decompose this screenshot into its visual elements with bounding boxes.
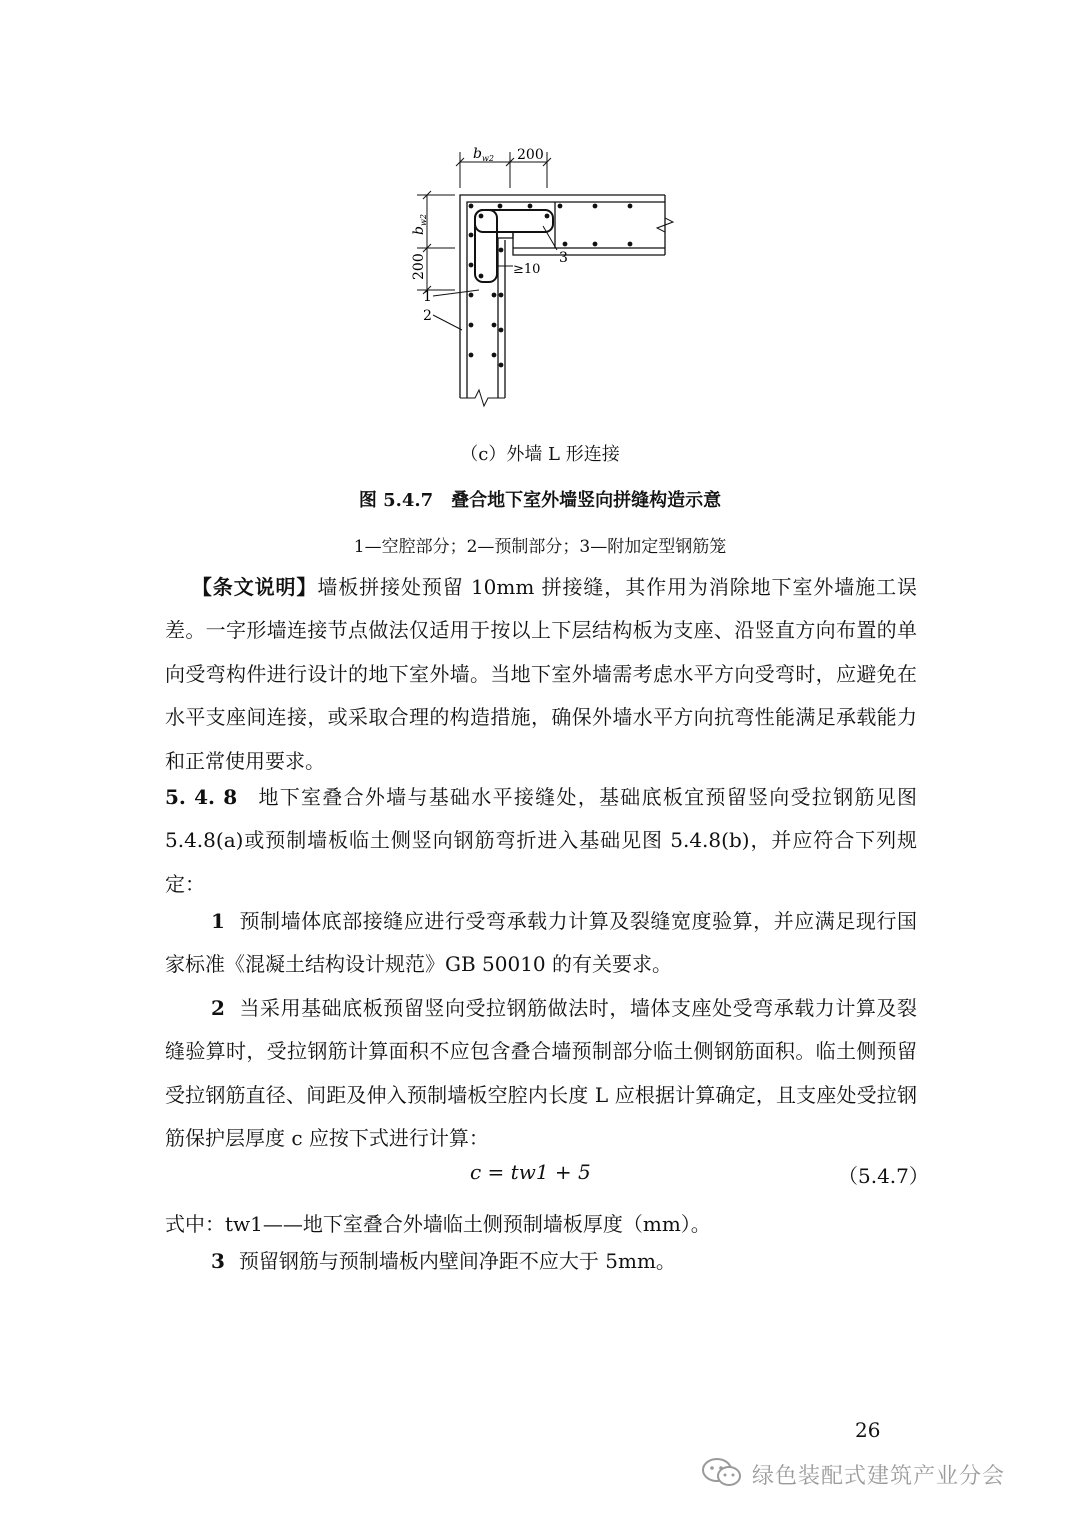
label-1: 1 <box>423 289 432 305</box>
dim-bw2-left: $b_{w2}$ <box>411 214 428 235</box>
item-number: 2 <box>211 996 225 1020</box>
item-3 <box>165 1240 917 1283</box>
explanatory-note <box>165 566 917 783</box>
figure-subcaption: （c）外墙 L 形连接 <box>460 444 620 465</box>
break-lines <box>460 195 673 406</box>
clause-5-4-8 <box>165 776 917 906</box>
item-text: 当采用基础底板预留竖向受拉钢筋做法时，墙体支座处受弯承载力计算及裂缝验算时，受拉钢筋计算面积不应包含叠合墙预制部分临土侧钢筋面积。临土侧预留受拉钢筋直径、间距及伸入预制墙板空腔内长度 L 应根据计算确定，且支座处受拉钢筋保护层厚度 c 应按下式进行计算： <box>165 996 917 1151</box>
dim-200-left: 200 <box>411 253 427 280</box>
wall-outline <box>460 195 665 398</box>
dim-200-top: 200 <box>517 147 544 163</box>
figure-legend: 1—空腔部分；2—预制部分；3—附加定型钢筋笼 <box>353 537 727 557</box>
label-3: 3 <box>559 250 568 266</box>
item-1 <box>165 900 917 987</box>
note-text: 墙板拼接处预留 10mm 拼接缝，其作用为消除地下室外墙施工误差。一字形墙连接节点做法仅适用于按以上下层结构板为支座、沿竖直方向布置的单向受弯构件进行设计的地下室外墙。当地下室外墙需考虑水平方向受弯时，应避免在水平支座间连接，或采取合理的构造措施，确保外墙水平方向抗弯性能满足承载能力和正常使用要求。 <box>165 575 917 773</box>
item-number: 3 <box>211 1249 225 1273</box>
label-2: 2 <box>423 308 432 324</box>
item-text: 预制墙体底部接缝应进行受弯承载力计算及裂缝宽度验算，并应满足现行国家标准《混凝土结构设计规范》GB 50010 的有关要求。 <box>165 909 917 977</box>
rebar-dots <box>469 204 633 368</box>
footer-text: 绿色装配式建筑产业分会 <box>752 1464 1006 1489</box>
watermark-footer <box>700 1455 1060 1491</box>
figure-title: 图 5.4.7 叠合地下室外墙竖向拼缝构造示意 <box>358 490 722 511</box>
item-2 <box>165 987 917 1161</box>
dim-bw2-top: $b_{w2}$ <box>473 146 494 163</box>
where-clause: 式中：tw1——地下室叠合外墙临土侧预制墙板厚度（mm）。 <box>165 1212 711 1236</box>
wechat-icon <box>700 1457 744 1489</box>
item-text: 预留钢筋与预制墙板内壁间净距不应大于 5mm。 <box>238 1249 676 1273</box>
formula-row <box>0 1160 1080 1190</box>
clause-text: 地下室叠合外墙与基础水平接缝处，基础底板宜预留竖向受拉钢筋见图 5.4.8(a)或预制墙板临土侧竖向钢筋弯折进入基础见图 5.4.8(b)，并应符合下列规定： <box>165 785 917 896</box>
item-number: 1 <box>211 909 225 933</box>
note-head: 【条文说明】 <box>191 575 318 599</box>
page-number: 26 <box>855 1418 881 1442</box>
l-shape-connection-figure <box>405 140 680 415</box>
formula-expression: c = tw1 + 5 <box>470 1160 591 1184</box>
clause-number: 5. 4. 8 <box>165 785 238 809</box>
formula-number: （5.4.7） <box>838 1164 929 1188</box>
dim-ge10: ≥10 <box>513 262 541 277</box>
